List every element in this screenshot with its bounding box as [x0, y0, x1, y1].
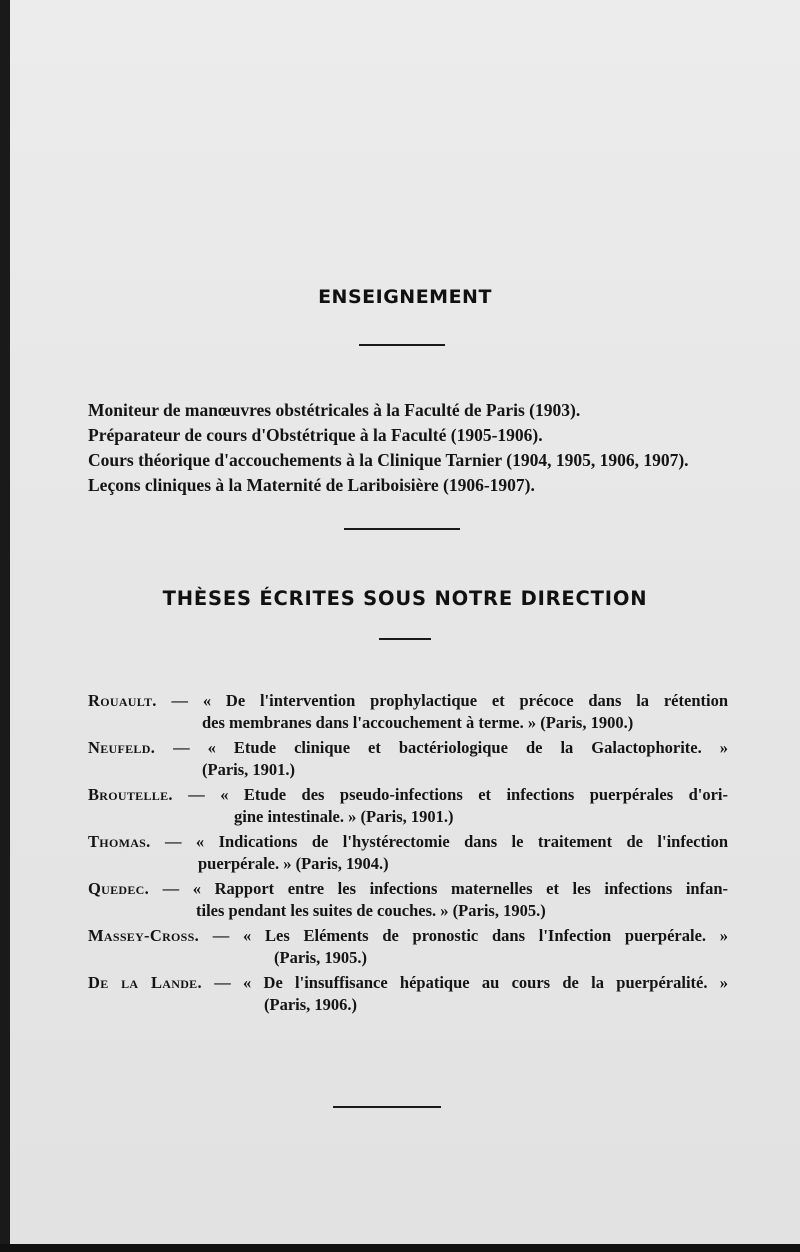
thesis-title-line1: — « Indications de l'hystérectomie dans le traitement de l'infection	[165, 832, 728, 851]
thesis-author: Broutelle.	[88, 785, 173, 804]
thesis-title-line1: — « Etude clinique et bactériologique de la Galactophorite. »	[173, 738, 728, 757]
thesis-author: Rouault.	[88, 691, 157, 710]
thesis-entry	[88, 925, 728, 969]
theses-list	[88, 690, 728, 1019]
section-title-theses: THÈSES ÉCRITES SOUS NOTRE DIRECTION	[162, 587, 648, 610]
thesis-author: Massey-Cross.	[88, 926, 200, 945]
thesis-title-line2: (Paris, 1906.)	[264, 995, 358, 1014]
thesis-author: Thomas.	[88, 832, 151, 851]
scan-edge	[0, 1244, 800, 1252]
enseignement-item: Cours théorique d'accouchements à la Clinique Tarnier (1904, 1905, 1906, 1907).	[88, 450, 689, 470]
thesis-entry	[88, 831, 728, 875]
thesis-entry	[88, 784, 728, 828]
thesis-title-line2: puerpérale. » (Paris, 1904.)	[198, 854, 389, 873]
thesis-title-line2: (Paris, 1905.)	[274, 948, 368, 967]
thesis-entry	[88, 972, 728, 1016]
thesis-title-line1: — « Rapport entre les infections maternelles et les infections infan-	[162, 879, 729, 898]
enseignement-list	[88, 398, 788, 498]
section-title-enseignement: ENSEIGNEMENT	[318, 286, 492, 308]
heading-underline-rule	[379, 638, 431, 640]
thesis-title-line1: — « Les Eléments de pronostic dans l'Infection puerpérale. »	[212, 926, 729, 945]
thesis-title-line1: — « De l'insuffisance hépatique au cours de la puerpéralité. »	[214, 973, 729, 992]
section-divider-rule	[344, 528, 460, 530]
thesis-title-line2: gine intestinale. » (Paris, 1901.)	[234, 807, 454, 826]
thesis-title-line2: (Paris, 1901.)	[202, 760, 296, 779]
thesis-author: Neufeld.	[88, 738, 156, 757]
thesis-title-line2: tiles pendant les suites de couches. » (Paris, 1905.)	[196, 901, 546, 920]
thesis-author: Quedec.	[88, 879, 150, 898]
enseignement-item: Moniteur de manœuvres obstétricales à la Faculté de Paris (1903).	[88, 400, 581, 420]
thesis-entry	[88, 690, 728, 734]
heading-underline-rule	[359, 344, 445, 346]
enseignement-item: Préparateur de cours d'Obstétrique à la Faculté (1905-1906).	[88, 425, 543, 445]
thesis-title-line1: — « Etude des pseudo-infections et infections puerpérales d'ori-	[188, 785, 728, 804]
thesis-entry	[88, 737, 728, 781]
thesis-title-line2: des membranes dans l'accouchement à terme. » (Paris, 1900.)	[202, 713, 634, 732]
enseignement-item: Leçons cliniques à la Maternité de Lariboisière (1906-1907).	[88, 475, 535, 495]
closing-rule	[333, 1106, 441, 1108]
thesis-author: De la Lande.	[88, 973, 202, 992]
document-page	[10, 0, 800, 1244]
thesis-title-line1: — « De l'intervention prophylactique et précoce dans la rétention	[171, 691, 729, 710]
thesis-entry	[88, 878, 728, 922]
